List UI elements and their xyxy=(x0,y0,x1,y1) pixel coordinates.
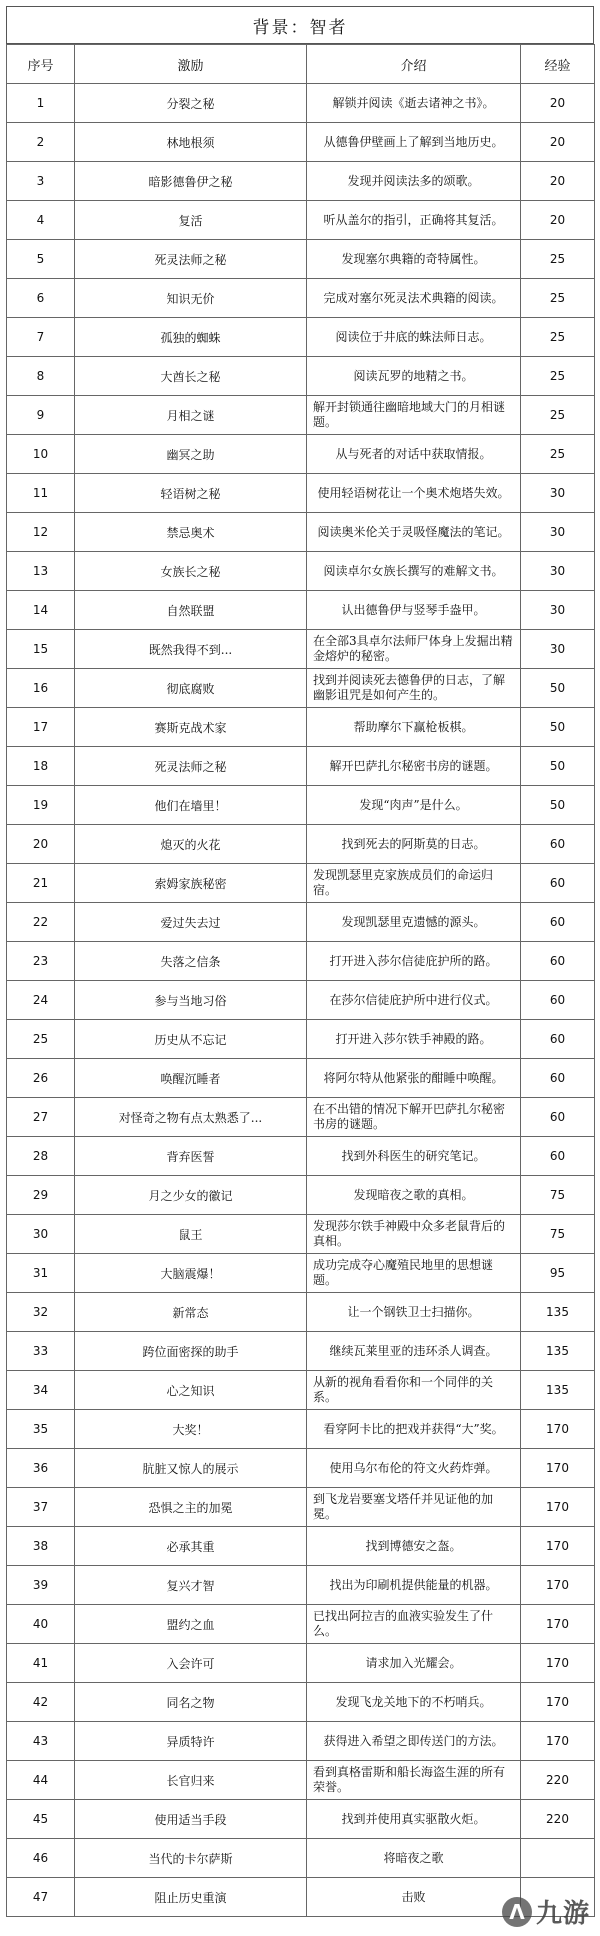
achievement-description: 在不出错的情况下解开巴萨扎尔秘密书房的谜题。 xyxy=(307,1098,521,1137)
row-number: 32 xyxy=(7,1293,75,1332)
row-number: 16 xyxy=(7,669,75,708)
table-row xyxy=(7,1332,595,1371)
achievement-description: 看穿阿卡比的把戏并获得“大”奖。 xyxy=(307,1410,521,1449)
table-row xyxy=(7,1371,595,1410)
achievement-description: 发现莎尔铁手神殿中众多老鼠背后的真相。 xyxy=(307,1215,521,1254)
table-row xyxy=(7,474,595,513)
row-number: 24 xyxy=(7,981,75,1020)
table-row xyxy=(7,1527,595,1566)
table-row xyxy=(7,1449,595,1488)
achievement-name: 暗影德鲁伊之秘 xyxy=(75,162,307,201)
table-row xyxy=(7,1410,595,1449)
table-row xyxy=(7,1683,595,1722)
achievement-name: 死灵法师之秘 xyxy=(75,747,307,786)
experience-value: 50 xyxy=(521,786,595,825)
table-row xyxy=(7,1761,595,1800)
table-row xyxy=(7,942,595,981)
table-row xyxy=(7,357,595,396)
watermark-text: 九游 xyxy=(535,1899,590,1929)
achievement-description: 发现飞龙关地下的不朽哨兵。 xyxy=(307,1683,521,1722)
achievement-name: 恐惧之主的加冕 xyxy=(75,1488,307,1527)
row-number: 37 xyxy=(7,1488,75,1527)
experience-value: 20 xyxy=(521,84,595,123)
achievement-name: 长官归来 xyxy=(75,1761,307,1800)
experience-value: 170 xyxy=(521,1566,595,1605)
experience-value: 60 xyxy=(521,981,595,1020)
achievement-description: 阅读卓尔女族长撰写的难解文书。 xyxy=(307,552,521,591)
achievement-name: 禁忌奥术 xyxy=(75,513,307,552)
achievement-description: 从德鲁伊壁画上了解到当地历史。 xyxy=(307,123,521,162)
row-number: 36 xyxy=(7,1449,75,1488)
achievement-name: 肮脏又惊人的展示 xyxy=(75,1449,307,1488)
table-row xyxy=(7,669,595,708)
row-number: 4 xyxy=(7,201,75,240)
table-row xyxy=(7,1215,595,1254)
row-number: 44 xyxy=(7,1761,75,1800)
table-row xyxy=(7,1137,595,1176)
achievement-name: 必承其重 xyxy=(75,1527,307,1566)
achievement-name: 背弃医誓 xyxy=(75,1137,307,1176)
experience-value: 60 xyxy=(521,903,595,942)
row-number: 5 xyxy=(7,240,75,279)
experience-value: 50 xyxy=(521,669,595,708)
row-number: 11 xyxy=(7,474,75,513)
experience-value: 25 xyxy=(521,435,595,474)
achievement-description: 将暗夜之歌 xyxy=(307,1839,521,1878)
achievement-name: 唤醒沉睡者 xyxy=(75,1059,307,1098)
experience-value: 170 xyxy=(521,1683,595,1722)
achievement-name: 复兴才智 xyxy=(75,1566,307,1605)
table-row xyxy=(7,396,595,435)
achievement-description: 已找出阿拉吉的血液实验发生了什么。 xyxy=(307,1605,521,1644)
experience-value: 25 xyxy=(521,357,595,396)
row-number: 14 xyxy=(7,591,75,630)
experience-value: 25 xyxy=(521,318,595,357)
watermark-logo-icon: Ʌ xyxy=(502,1897,532,1927)
achievement-description: 找到外科医生的研究笔记。 xyxy=(307,1137,521,1176)
row-number: 34 xyxy=(7,1371,75,1410)
row-number: 17 xyxy=(7,708,75,747)
achievement-description: 从新的视角看看你和一个同伴的关系。 xyxy=(307,1371,521,1410)
achievement-name: 大酋长之秘 xyxy=(75,357,307,396)
achievement-name: 自然联盟 xyxy=(75,591,307,630)
achievement-description: 到飞龙岩要塞戈塔仟并见证他的加冕。 xyxy=(307,1488,521,1527)
row-number: 46 xyxy=(7,1839,75,1878)
achievement-description: 找出为印刷机提供能量的机器。 xyxy=(307,1566,521,1605)
row-number: 3 xyxy=(7,162,75,201)
table-row xyxy=(7,1839,595,1878)
experience-value: 135 xyxy=(521,1293,595,1332)
achievement-name: 分裂之秘 xyxy=(75,84,307,123)
experience-value: 170 xyxy=(521,1644,595,1683)
table-row xyxy=(7,1605,595,1644)
experience-value: 20 xyxy=(521,123,595,162)
table-row xyxy=(7,747,595,786)
achievement-description: 认出德鲁伊与竖琴手盎甲。 xyxy=(307,591,521,630)
table-row xyxy=(7,1488,595,1527)
achievement-description: 使用乌尔布伦的符文火药炸弹。 xyxy=(307,1449,521,1488)
achievement-description: 听从盖尔的指引，正确将其复活。 xyxy=(307,201,521,240)
achievement-name: 跨位面密探的助手 xyxy=(75,1332,307,1371)
achievement-name: 阻止历史重演 xyxy=(75,1878,307,1917)
table-row xyxy=(7,1722,595,1761)
header-xp: 经验 xyxy=(521,45,595,84)
experience-value: 20 xyxy=(521,201,595,240)
achievement-name: 大奖！ xyxy=(75,1410,307,1449)
achievement-description: 继续瓦莱里亚的违环杀人调查。 xyxy=(307,1332,521,1371)
achievement-description: 找到并使用真实驱散火炬。 xyxy=(307,1800,521,1839)
achievement-description: 打开进入莎尔铁手神殿的路。 xyxy=(307,1020,521,1059)
experience-value: 170 xyxy=(521,1488,595,1527)
row-number: 26 xyxy=(7,1059,75,1098)
row-number: 19 xyxy=(7,786,75,825)
experience-value: 135 xyxy=(521,1371,595,1410)
achievement-description: 发现暗夜之歌的真相。 xyxy=(307,1176,521,1215)
experience-value: 170 xyxy=(521,1527,595,1566)
table-row xyxy=(7,1254,595,1293)
experience-value: 60 xyxy=(521,825,595,864)
row-number: 43 xyxy=(7,1722,75,1761)
experience-value: 25 xyxy=(521,279,595,318)
table-row xyxy=(7,435,595,474)
table-row xyxy=(7,864,595,903)
achievement-description: 在莎尔信徒庇护所中进行仪式。 xyxy=(307,981,521,1020)
row-number: 45 xyxy=(7,1800,75,1839)
achievement-name: 盟约之血 xyxy=(75,1605,307,1644)
achievement-description: 击败 xyxy=(307,1878,521,1917)
table-row xyxy=(7,201,595,240)
row-number: 29 xyxy=(7,1176,75,1215)
achievement-name: 失落之信条 xyxy=(75,942,307,981)
table-row xyxy=(7,123,595,162)
achievement-name: 爱过失去过 xyxy=(75,903,307,942)
table-title: 背景：智者 xyxy=(6,6,594,44)
row-number: 2 xyxy=(7,123,75,162)
experience-value: 75 xyxy=(521,1215,595,1254)
row-number: 39 xyxy=(7,1566,75,1605)
experience-value: 170 xyxy=(521,1605,595,1644)
row-number: 28 xyxy=(7,1137,75,1176)
table-row xyxy=(7,318,595,357)
row-number: 10 xyxy=(7,435,75,474)
achievement-name: 对怪奇之物有点太熟悉了... xyxy=(75,1098,307,1137)
table-row xyxy=(7,1644,595,1683)
table-row xyxy=(7,708,595,747)
table-row xyxy=(7,1800,595,1839)
achievement-name: 异质特许 xyxy=(75,1722,307,1761)
experience-value: 25 xyxy=(521,240,595,279)
table-row xyxy=(7,981,595,1020)
table-row xyxy=(7,825,595,864)
site-watermark xyxy=(502,1893,590,1930)
achievement-name: 索姆家族秘密 xyxy=(75,864,307,903)
row-number: 15 xyxy=(7,630,75,669)
row-number: 1 xyxy=(7,84,75,123)
experience-value: 220 xyxy=(521,1800,595,1839)
table-row xyxy=(7,162,595,201)
row-number: 40 xyxy=(7,1605,75,1644)
experience-value: 60 xyxy=(521,864,595,903)
achievement-name: 鼠王 xyxy=(75,1215,307,1254)
experience-value: 30 xyxy=(521,630,595,669)
experience-value xyxy=(521,1839,595,1878)
experience-value: 50 xyxy=(521,747,595,786)
achievement-name: 他们在墙里！ xyxy=(75,786,307,825)
experience-value: 170 xyxy=(521,1722,595,1761)
achievement-description: 使用轻语树花让一个奥术炮塔失效。 xyxy=(307,474,521,513)
achievement-name: 女族长之秘 xyxy=(75,552,307,591)
row-number: 6 xyxy=(7,279,75,318)
achievement-name: 月相之谜 xyxy=(75,396,307,435)
achievement-description: 看到真格雷斯和船长海盗生涯的所有荣誉。 xyxy=(307,1761,521,1800)
table-row xyxy=(7,240,595,279)
achievement-description: 解锁并阅读《逝去诸神之书》。 xyxy=(307,84,521,123)
achievement-description: 阅读位于井底的蛛法师日志。 xyxy=(307,318,521,357)
achievement-name: 同名之物 xyxy=(75,1683,307,1722)
achievement-description: 解开巴萨扎尔秘密书房的谜题。 xyxy=(307,747,521,786)
table-row xyxy=(7,1293,595,1332)
table-row xyxy=(7,903,595,942)
experience-value: 220 xyxy=(521,1761,595,1800)
row-number: 22 xyxy=(7,903,75,942)
experience-value: 75 xyxy=(521,1176,595,1215)
achievement-description: 发现塞尔典籍的奇特属性。 xyxy=(307,240,521,279)
experience-value: 170 xyxy=(521,1449,595,1488)
achievement-description: 解开封锁通往幽暗地域大门的月相谜题。 xyxy=(307,396,521,435)
row-number: 23 xyxy=(7,942,75,981)
achievement-name: 死灵法师之秘 xyxy=(75,240,307,279)
row-number: 25 xyxy=(7,1020,75,1059)
achievement-description: 成功完成夺心魔殖民地里的思想谜题。 xyxy=(307,1254,521,1293)
experience-value: 60 xyxy=(521,1098,595,1137)
achievement-name: 参与当地习俗 xyxy=(75,981,307,1020)
achievement-name: 月之少女的徽记 xyxy=(75,1176,307,1215)
achievements-table xyxy=(6,44,595,1917)
row-number: 47 xyxy=(7,1878,75,1917)
experience-value: 20 xyxy=(521,162,595,201)
experience-value: 95 xyxy=(521,1254,595,1293)
achievement-name: 彻底腐败 xyxy=(75,669,307,708)
achievement-description: 完成对塞尔死灵法术典籍的阅读。 xyxy=(307,279,521,318)
achievement-description: 发现“肉声”是什么。 xyxy=(307,786,521,825)
row-number: 41 xyxy=(7,1644,75,1683)
table-row xyxy=(7,1566,595,1605)
achievement-description: 将阿尔特从他紧张的酣睡中唤醒。 xyxy=(307,1059,521,1098)
achievement-description: 找到并阅读死去德鲁伊的日志，了解幽影诅咒是如何产生的。 xyxy=(307,669,521,708)
row-number: 12 xyxy=(7,513,75,552)
table-row xyxy=(7,279,595,318)
table-container xyxy=(6,6,594,1917)
experience-value: 60 xyxy=(521,1137,595,1176)
table-row xyxy=(7,786,595,825)
row-number: 27 xyxy=(7,1098,75,1137)
table-row xyxy=(7,630,595,669)
table-row xyxy=(7,513,595,552)
achievement-description: 发现凯瑟里克遗憾的源头。 xyxy=(307,903,521,942)
achievement-name: 既然我得不到... xyxy=(75,630,307,669)
experience-value: 30 xyxy=(521,474,595,513)
row-number: 42 xyxy=(7,1683,75,1722)
experience-value: 30 xyxy=(521,513,595,552)
achievement-description: 发现并阅读法多的颂歌。 xyxy=(307,162,521,201)
achievement-name: 新常态 xyxy=(75,1293,307,1332)
row-number: 21 xyxy=(7,864,75,903)
achievement-name: 熄灭的火花 xyxy=(75,825,307,864)
experience-value: 60 xyxy=(521,942,595,981)
table-row xyxy=(7,1098,595,1137)
achievement-name: 林地根须 xyxy=(75,123,307,162)
row-number: 7 xyxy=(7,318,75,357)
experience-value: 30 xyxy=(521,591,595,630)
achievement-description: 帮助摩尔下赢枪板棋。 xyxy=(307,708,521,747)
row-number: 35 xyxy=(7,1410,75,1449)
table-row xyxy=(7,552,595,591)
row-number: 9 xyxy=(7,396,75,435)
experience-value: 60 xyxy=(521,1020,595,1059)
achievement-name: 心之知识 xyxy=(75,1371,307,1410)
experience-value: 135 xyxy=(521,1332,595,1371)
row-number: 8 xyxy=(7,357,75,396)
achievement-description: 阅读奥米伦关于灵吸怪魔法的笔记。 xyxy=(307,513,521,552)
header-no: 序号 xyxy=(7,45,75,84)
achievement-description: 发现凯瑟里克家族成员们的命运归宿。 xyxy=(307,864,521,903)
row-number: 30 xyxy=(7,1215,75,1254)
achievement-name: 大脑震爆！ xyxy=(75,1254,307,1293)
achievement-description: 在全部3具卓尔法师尸体身上发掘出精金熔炉的秘密。 xyxy=(307,630,521,669)
achievement-description: 打开进入莎尔信徒庇护所的路。 xyxy=(307,942,521,981)
achievement-description: 请求加入光耀会。 xyxy=(307,1644,521,1683)
achievement-name: 历史从不忘记 xyxy=(75,1020,307,1059)
row-number: 20 xyxy=(7,825,75,864)
achievement-name: 赛斯克战术家 xyxy=(75,708,307,747)
experience-value: 60 xyxy=(521,1059,595,1098)
table-row xyxy=(7,1176,595,1215)
experience-value: 30 xyxy=(521,552,595,591)
table-row xyxy=(7,591,595,630)
achievement-description: 找到博德安之盔。 xyxy=(307,1527,521,1566)
experience-value: 50 xyxy=(521,708,595,747)
table-row xyxy=(7,84,595,123)
achievement-name: 孤独的蜘蛛 xyxy=(75,318,307,357)
header-name: 激励 xyxy=(75,45,307,84)
achievement-name: 轻语树之秘 xyxy=(75,474,307,513)
experience-value: 25 xyxy=(521,396,595,435)
achievement-description: 让一个钢铁卫士扫描你。 xyxy=(307,1293,521,1332)
achievement-name: 知识无价 xyxy=(75,279,307,318)
achievement-name: 入会许可 xyxy=(75,1644,307,1683)
table-row xyxy=(7,1059,595,1098)
row-number: 38 xyxy=(7,1527,75,1566)
achievement-name: 复活 xyxy=(75,201,307,240)
achievement-name: 使用适当手段 xyxy=(75,1800,307,1839)
achievement-description: 找到死去的阿斯莫的日志。 xyxy=(307,825,521,864)
achievement-description: 阅读瓦罗的地精之书。 xyxy=(307,357,521,396)
row-number: 33 xyxy=(7,1332,75,1371)
table-row xyxy=(7,1020,595,1059)
achievement-name: 当代的卡尔萨斯 xyxy=(75,1839,307,1878)
achievement-name: 幽冥之助 xyxy=(75,435,307,474)
experience-value: 170 xyxy=(521,1410,595,1449)
row-number: 31 xyxy=(7,1254,75,1293)
achievement-description: 获得进入希望之即传送门的方法。 xyxy=(307,1722,521,1761)
header-desc: 介绍 xyxy=(307,45,521,84)
achievement-description: 从与死者的对话中获取情报。 xyxy=(307,435,521,474)
header-row xyxy=(7,45,595,84)
row-number: 13 xyxy=(7,552,75,591)
row-number: 18 xyxy=(7,747,75,786)
